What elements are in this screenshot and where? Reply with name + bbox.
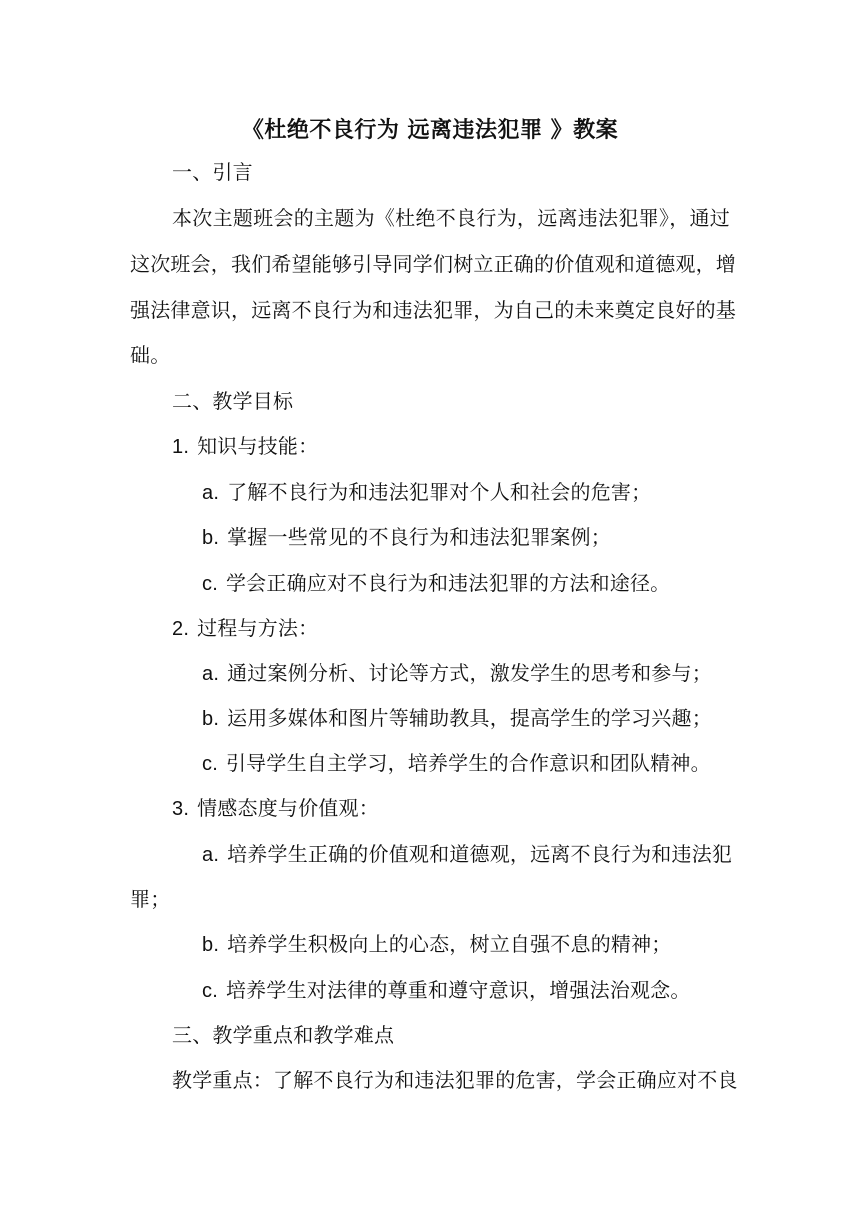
goal-3-title: 情感态度与价值观： — [197, 796, 379, 820]
goal-1-title: 知识与技能： — [197, 434, 319, 458]
goal-2-item-a — [202, 659, 812, 688]
goal-3-item-b-text: 培养学生积极向上的心态，树立自强不息的精神； — [227, 932, 672, 956]
goal-2-heading — [172, 614, 782, 643]
key-points-line: 教学重点：了解不良行为和违法犯罪的危害，学会正确应对不良 — [172, 1068, 738, 1092]
goal-3-item-c-label: c. — [202, 980, 218, 1002]
goal-2-item-b-label: b. — [202, 708, 220, 730]
goal-3-item-c-text: 培养学生对法律的尊重和遵守意识，增强法治观念。 — [225, 978, 691, 1002]
goal-1-number: 1. — [172, 436, 190, 458]
goal-1-heading — [172, 432, 782, 461]
goal-2-item-c-text: 引导学生自主学习，培养学生的合作意识和团队精神。 — [225, 751, 711, 775]
goal-1-item-b — [202, 523, 812, 552]
goal-1-item-a-text: 了解不良行为和违法犯罪对个人和社会的危害； — [227, 480, 652, 504]
goals-heading: 二、教学目标 — [172, 389, 294, 413]
intro-paragraph-line-3: 强法律意识，远离不良行为和违法犯罪，为自己的未来奠定良好的基 — [130, 298, 736, 322]
intro-heading: 一、引言 — [172, 160, 253, 184]
goal-2-item-a-label: a. — [202, 663, 220, 685]
goal-2-item-b — [202, 704, 812, 733]
key-points-heading: 三、教学重点和教学难点 — [172, 1023, 395, 1047]
goal-3-item-c — [202, 976, 812, 1005]
goal-2-item-c-label: c. — [202, 753, 218, 775]
goal-3-item-b — [202, 930, 812, 959]
goal-3-heading — [172, 794, 782, 823]
goal-3-number: 3. — [172, 798, 190, 820]
intro-paragraph-line-1: 本次主题班会的主题为《杜绝不良行为，远离违法犯罪》，通过 — [172, 206, 730, 230]
goal-3-item-a — [202, 840, 812, 869]
goal-3-item-b-label: b. — [202, 934, 220, 956]
document-title: 《杜绝不良行为 远离违法犯罪 》教案 — [241, 117, 619, 143]
goal-1-item-c-text: 学会正确应对不良行为和违法犯罪的方法和途径。 — [225, 571, 671, 595]
goal-2-title: 过程与方法： — [197, 616, 319, 640]
goal-1-item-a — [202, 478, 812, 507]
goal-3-item-a-text: 培养学生正确的价值观和道德观，远离不良行为和违法犯 — [227, 842, 733, 866]
goal-1-item-c-label: c. — [202, 573, 218, 595]
goal-3-item-a-continued: 罪； — [130, 887, 171, 911]
goal-2-item-a-text: 通过案例分析、讨论等方式，激发学生的思考和参与； — [227, 661, 712, 685]
intro-paragraph-line-4: 础。 — [130, 343, 171, 367]
goal-2-number: 2. — [172, 618, 190, 640]
goal-1-item-a-label: a. — [202, 482, 220, 504]
goal-1-item-b-label: b. — [202, 527, 220, 549]
goal-1-item-b-text: 掌握一些常见的不良行为和违法犯罪案例； — [227, 525, 611, 549]
goal-2-item-b-text: 运用多媒体和图片等辅助教具，提高学生的学习兴趣； — [227, 706, 712, 730]
goal-3-item-a-label: a. — [202, 844, 220, 866]
goal-2-item-c — [202, 749, 812, 778]
intro-paragraph-line-2: 这次班会，我们希望能够引导同学们树立正确的价值观和道德观，增 — [130, 252, 736, 276]
goal-1-item-c — [202, 569, 812, 598]
